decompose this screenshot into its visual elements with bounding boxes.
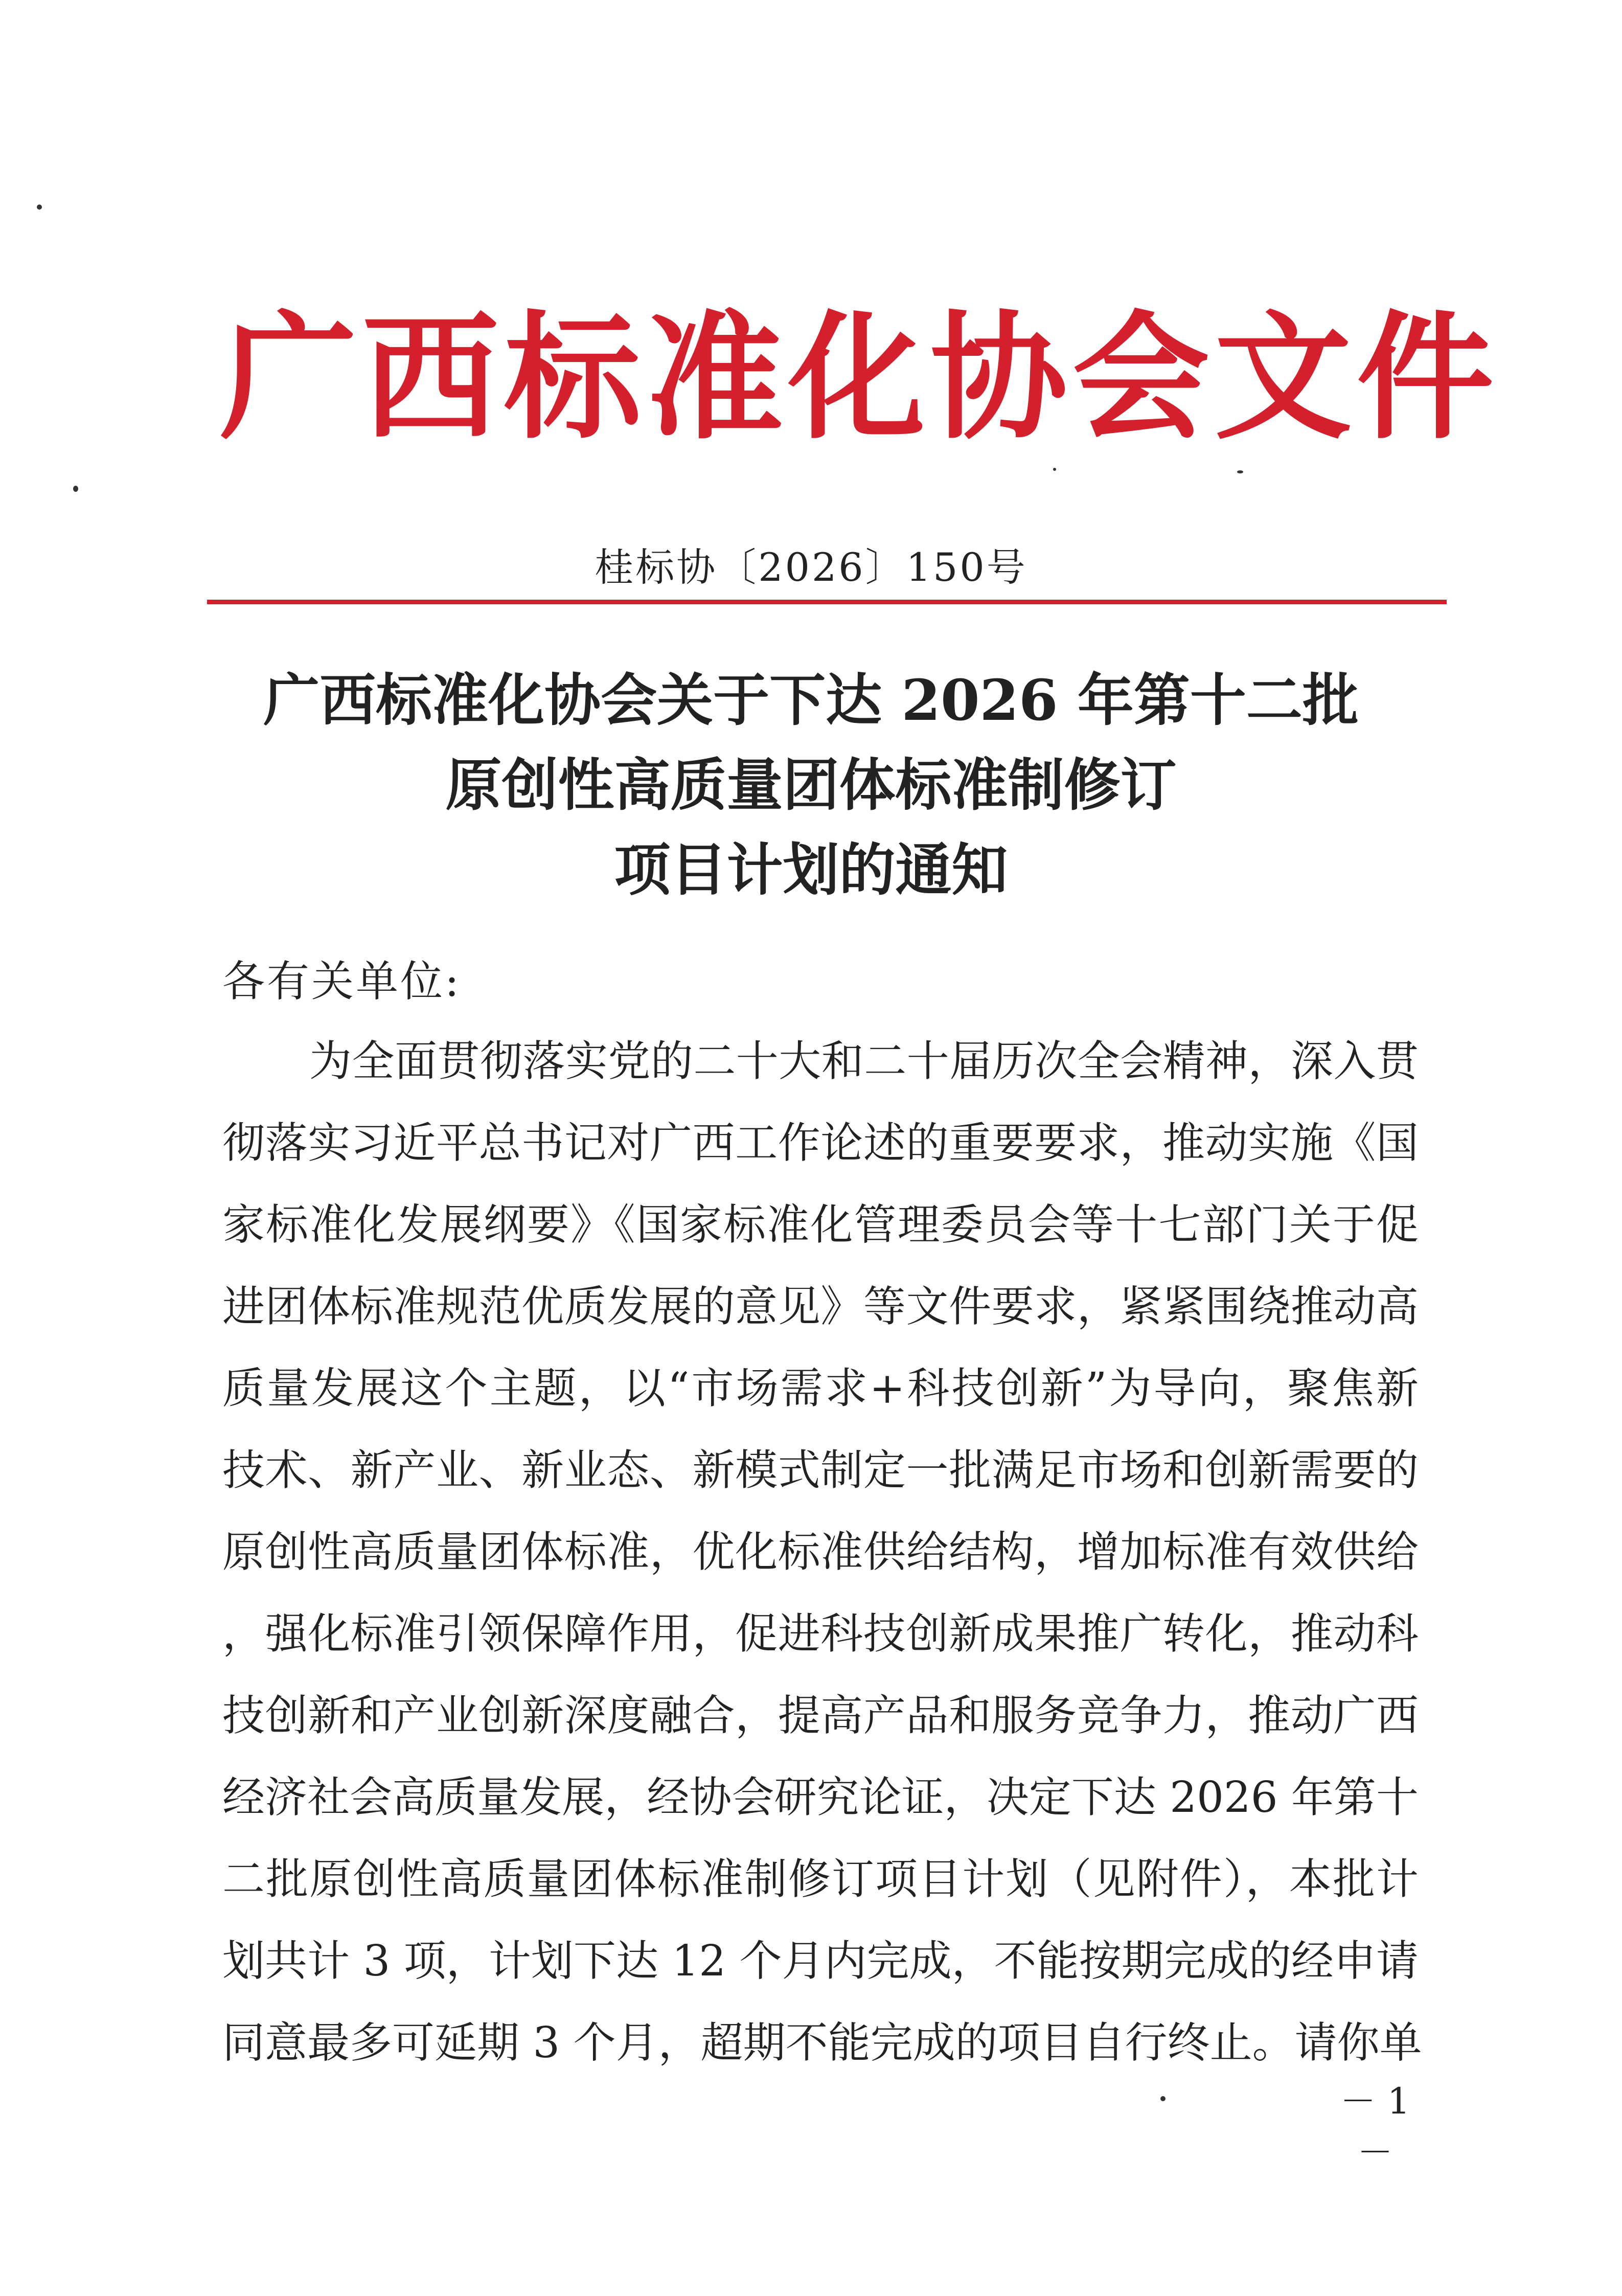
- body-line: 原创性高质量团体标准，优化标准供给结构，增加标准有效供给: [222, 1527, 1419, 1577]
- notice-title-line-3: 项目计划的通知: [614, 837, 1008, 903]
- salutation: 各有关单位:: [222, 957, 461, 1006]
- body-line: 彻落实习近平总书记对广西工作论述的重要要求，推动实施《国: [222, 1118, 1419, 1168]
- body-line: 质量发展这个主题，以“市场需求+科技创新”为导向，聚焦新: [222, 1363, 1419, 1413]
- scan-speck: [73, 486, 78, 492]
- scan-speck: [37, 204, 42, 210]
- body-line: 技术、新产业、新业态、新模式制定一批满足市场和创新需要的: [222, 1445, 1419, 1495]
- red-divider-line: [207, 600, 1447, 604]
- notice-title-line-2: 原创性高质量团体标准制修订: [445, 752, 1177, 818]
- body-line: 经济社会高质量发展，经协会研究论证，决定下达 2026 年第十: [222, 1772, 1419, 1822]
- page-number: － 1 －: [1340, 2080, 1410, 2173]
- body-line: ，强化标准引领保障作用，促进科技创新成果推广转化，推动科: [222, 1609, 1419, 1658]
- document-number: 桂标协〔2026〕150号: [595, 544, 1027, 590]
- body-line: 为全面贯彻落实党的二十大和二十届历次全会精神，深入贯: [309, 1036, 1419, 1086]
- scan-speck: [1160, 2096, 1166, 2101]
- scan-speck: [1053, 468, 1056, 471]
- notice-title-line-1: 广西标准化协会关于下达 2026 年第十二批: [263, 667, 1359, 733]
- scan-speck: [1237, 470, 1243, 473]
- body-line: 进团体标准规范优质发展的意见》等文件要求，紧紧围绕推动高: [222, 1282, 1419, 1331]
- body-line: 家标准化发展纲要》《国家标准化管理委员会等十七部门关于促: [222, 1200, 1419, 1249]
- masthead-title: 广西标准化协会文件: [220, 299, 1499, 458]
- body-line: 二批原创性高质量团体标准制修订项目计划（见附件），本批计: [222, 1854, 1419, 1904]
- body-line: 划共计 3 项，计划下达 12 个月内完成，不能按期完成的经申请: [222, 1936, 1419, 1986]
- body-line: 同意最多可延期 3 个月，超期不能完成的项目自行终止。请你单: [222, 2018, 1422, 2067]
- body-line: 技创新和产业创新深度融合，提高产品和服务竞争力，推动广西: [222, 1691, 1419, 1740]
